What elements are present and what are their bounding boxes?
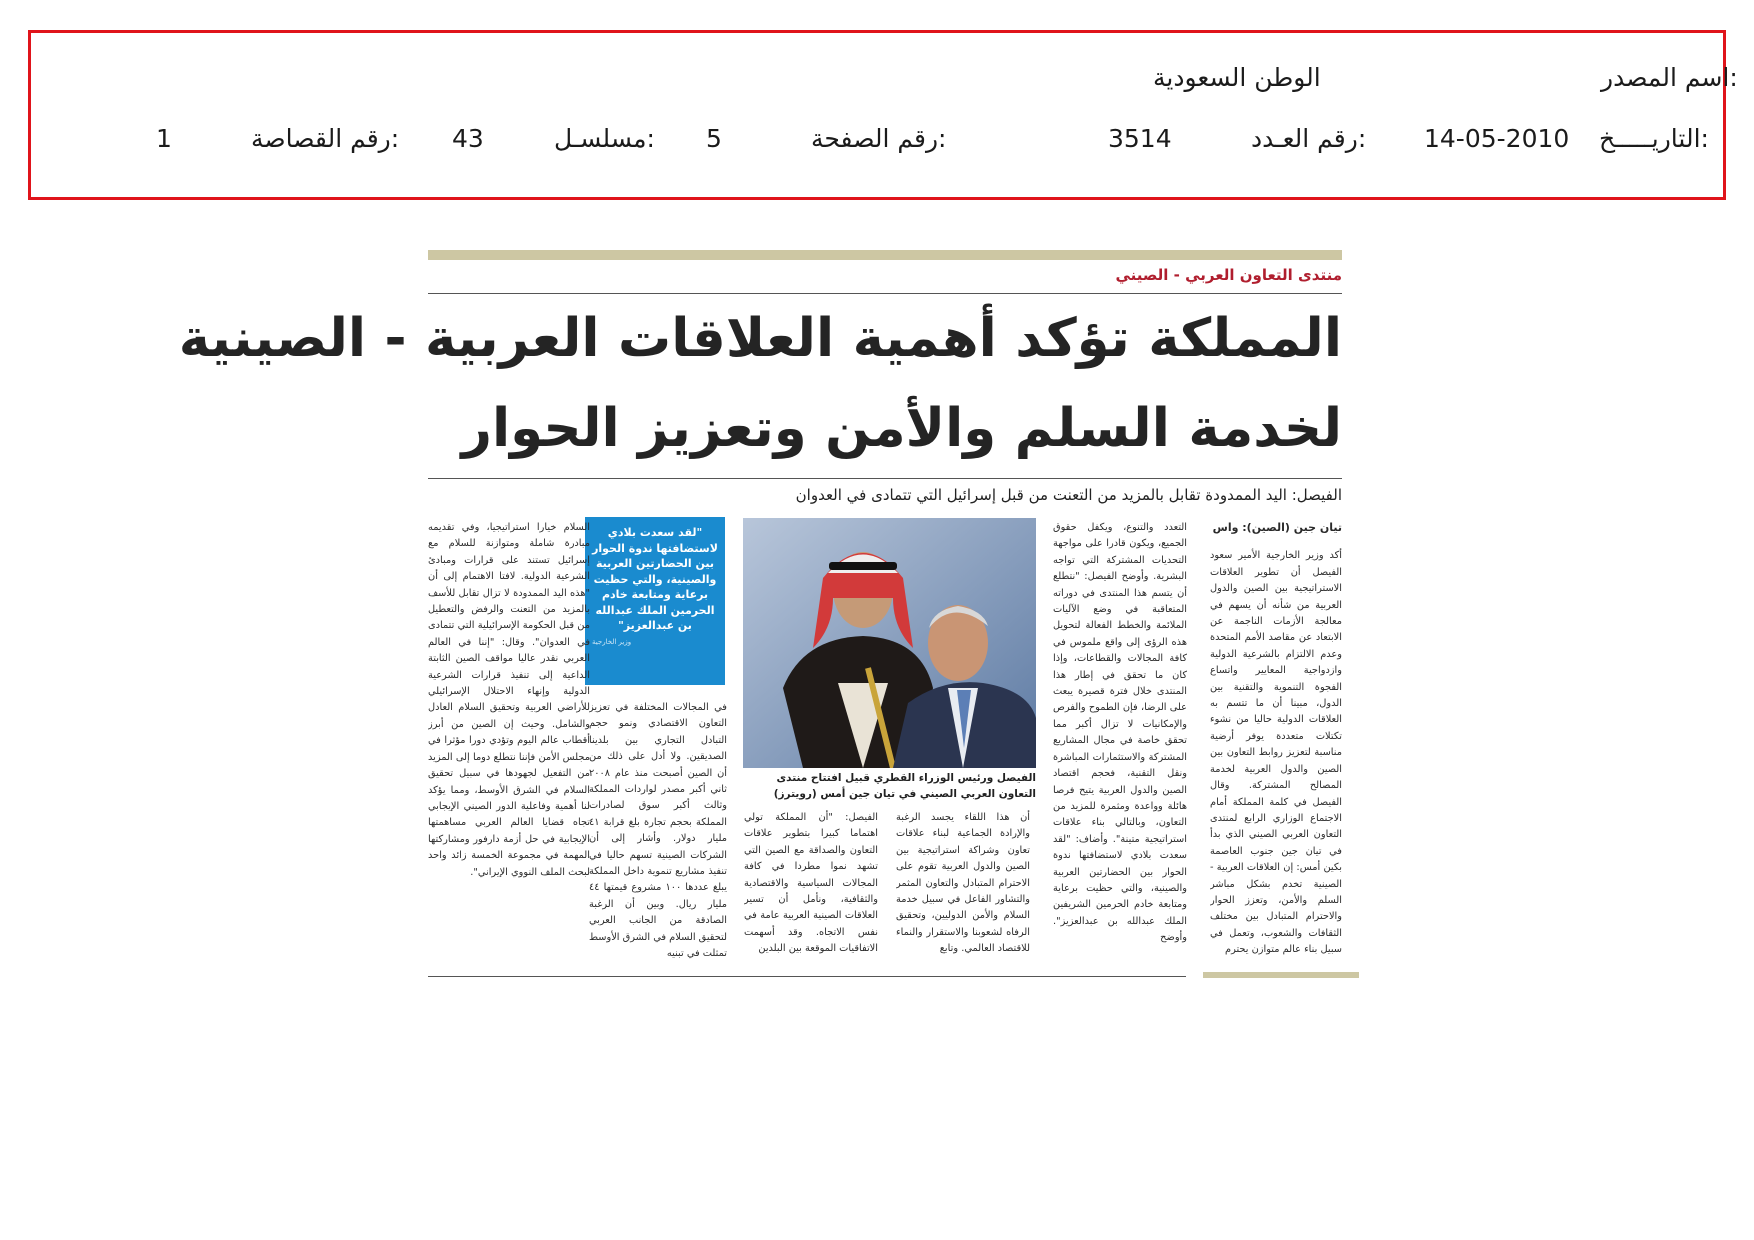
serial-value: 43 [452,124,484,153]
date-label: التاريـــــخ: [1599,124,1709,153]
divider [428,293,1342,294]
column-text: في المجالات المختلفة في تعزيز التعاون الاقتصادي ونمو حجم التبادل التجاري بين بلدينا الصديقين. ولا أدل على ذلك من أن الصين أصبحت منذ عام ٢٠٠٨ ثاني أكبر مصدر لواردات المملكة وثالث أكبر سوق لصادرات المملكة بحجم تجارة بلغ قرابة ٤١ مليار دولار. وأشار إلى أن الشركات الصينية تسهم حاليا في تنفيذ مشاريع تنموية داخل المملكة يبلغ عددها ١٠٠ مشروع قيمتها ٤٤ مليار ريال. وبين أن الرغبة الصادقة من الجانب العربي لتحقيق السلام في الشرق الأوسط تمثلت في تبنيه [589,702,727,960]
serial-label: مسلسـل: [554,124,655,153]
clip-value: 1 [156,124,172,153]
bottom-accent-rule [1203,972,1359,978]
article-column-4b [589,700,727,960]
top-rule [428,250,1342,260]
issue-label: رقم العـدد: [1251,124,1367,153]
news-photo [743,518,1036,768]
issue-value: 3514 [1108,124,1172,153]
divider [428,478,1342,479]
pull-quote-source: وزير الخارجية [592,637,632,646]
column-text: أكد وزير الخارجية الأمير سعود الفيصل أن تطوير العلاقات الاستراتيجية بين الصين والدول العربية من شأنه أن يسهم في معالجة الأزمات الناجمة عن الابتعاد عن مقاصد الأمم المتحدة وعدم الالتزام بالشرعية الدولية وازدواجية المعايير واتساع الفجوة التنموية والتقنية بين الدول، مبينا أن ما تتسم به العلاقات الدولية حاليا من نشوء تكتلات متعددة يوفر أرضية مناسبة لتعزيز روابط التعاون بين الصين والدول العربية لخدمة المصالح المشتركة. وقال الفيصل في كلمة المملكة أمام الاجتماع الوزاري الرابع لمنتدى التعاون العربي الصيني الذي بدأ في تيان جين جنوب العاصمة بكين أمس: إن العلاقات العربية - الصينية تخدم بشكل مباشر السلم والأمن، وتعزز الحوار والاحترام المتبادل بين مختلف الثقافات والشعوب، وتعمل في سبيل بناء عالم متوازن يحترم [1210,550,1342,956]
article-column-4 [744,810,878,960]
page-label: رقم الصفحة: [811,124,947,153]
byline: تيان جين (الصين): واس [1212,521,1342,534]
article-column-3 [896,810,1030,960]
photo-illustration [743,518,1036,768]
bottom-rule [428,976,1186,977]
photo-caption: الفيصل ورئيس الوزراء القطري قبيل افتتاح منتدى التعاون العربي الصيني في تيان جين أمس (رويترز) [773,772,1036,800]
article-column-1 [1210,520,1342,960]
article-subhead: الفيصل: اليد الممدودة تقابل بالمزيد من التعنت من قبل إسرائيل التي تتمادى في العدوان [795,486,1342,504]
column-text: أن هذا اللقاء يجسد الرغبة والإرادة الجماعية لبناء علاقات تعاون وشراكة استراتيجية بين الصين والدول العربية تقوم على الاحترام المتبادل والتعاون المثمر والتشاور الفاعل في سبيل خدمة السلام والأمن الدوليين، وتحقيق الرفاه لشعوبنا والاستقرار والنماء للاقتصاد العالمي. وتابع [896,812,1030,955]
date-value: 14-05-2010 [1424,124,1570,153]
headline-line-1: المملكة تؤكد أهمية العلاقات العربية - الصينية [178,308,1342,369]
pull-quote-box [585,517,725,685]
clip-label: رقم القصاصة: [251,124,400,153]
clipping-metadata-box [28,30,1738,200]
article-column-2 [1053,520,1187,960]
headline-line-2: لخدمة السلم والأمن وتعزيز الحوار [461,398,1342,459]
pull-quote-text: "لقد سعدت بلادي لاستضافتها ندوة الحوار بين الحضارتين العربية والصينية، والتي حظيت برعاية ومتابعة خادم الحرمين الملك عبدالله بن عبدالعزيز" [592,526,718,632]
column-text: التعدد والتنوع، ويكفل حقوق الجميع، ويكون قادرا على مواجهة التحديات المشتركة التي تواجه البشرية. وأوضح الفيصل: "نتطلع أن يتسم هذا المنتدى في دوراته المتعاقبة في وضع الآليات الملائمة والخطط الفعالة لتحويل هذه الرؤى إلى واقع ملموس في كافة المجالات والقطاعات، وإذا كان ما تحقق في إطار هذا المنتدى خلال فترة قصيرة يبعث على الرضا، فإن الطموح والفرص والإمكانيات لا تزال أكبر مما تحقق خاصة في مجال المشاريع المشتركة والاستثمارات المباشرة ونقل التقنية، فحجم اقتصاد الصين والدول العربية يتيح فرصا هائلة وواعدة ومثمرة للمزيد من التعاون، وبالتالي بناء علاقات استراتيجية متينة". وأضاف: "لقد سعدت بلادي لاستضافتها ندوة الحوار بين الحضارتين العربية والصينية، والتي حظيت برعاية ومتابعة خادم الحرمين الشريفين الملك عبدالله بن عبدالعزيز". وأوضح [1053,522,1187,944]
source-value: الوطن السعودية [1153,63,1321,92]
article-column-5 [428,520,590,960]
column-text: السلام خيارا استراتيجيا، وفي تقديمه مبادرة شاملة ومتوازنة للسلام مع إسرائيل تستند على قرارات ومبادئ الشرعية الدولية. لافتا الاهتمام إلى أن "هذه اليد الممدودة لا تزال تقابل للأسف بالمزيد من التعنت والرفض والتعطيل من قبل الحكومة الإسرائيلية التي تتمادى في العدوان". وقال: "إننا في العالم العربي نقدر عاليا مواقف الصين الثابتة الداعية إلى تنفيذ قرارات الشرعية الدولية وإنهاء الاحتلال الإسرائيلي للأراضي العربية وتحقيق السلام العادل والشامل. وحيث إن الصين من أبرز أقطاب عالم اليوم وتؤدي دورا مؤثرا في مجلس الأمن فإننا نتطلع دوما إلى المزيد من التفعيل لجهودها في سبيل تحقيق السلام في الشرق الأوسط، ومما يؤكد لنا أهمية وفاعلية الدور الصيني الإيجابي تجاه قضايا العالم العربي مساهمتها الإيجابية في حل أزمة دارفور ومشاركتها المهمة في مجموعة الخمسة زائد واحد لبحث الملف النووي الإيراني". [428,522,590,878]
article-kicker: منتدى التعاون العربي - الصيني [1115,266,1342,284]
column-text: الفيصل: "أن المملكة تولي اهتماما كبيرا بتطوير علاقات التعاون والصداقة مع الصين التي تشهد نموا مطردا في كافة المجالات السياسية والاقتصادية والثقافية، ونأمل أن تسير العلاقات الصينية العربية عامة في نفس الاتجاه. وقد أسهمت الاتفاقيات الموقعة بين البلدين [744,812,878,955]
source-label: اسم المصدر: [1601,63,1738,92]
newspaper-article [178,250,1342,990]
page-value: 5 [706,124,722,153]
